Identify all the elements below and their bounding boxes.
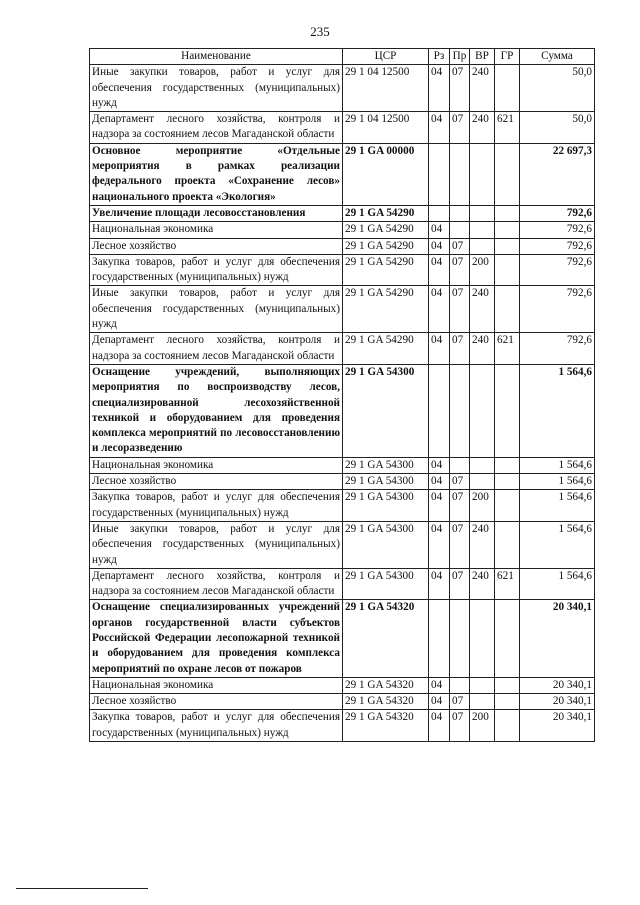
cell-gr: 621	[495, 333, 520, 365]
cell-name: Национальная экономика	[90, 457, 343, 473]
cell-vr	[470, 222, 495, 238]
cell-name: Иные закупки товаров, работ и услуг для обеспечения государственных (муниципальных) нужд	[90, 286, 343, 333]
cell-rz: 04	[429, 710, 450, 742]
table-row	[90, 205, 595, 221]
cell-sum: 50,0	[520, 65, 595, 112]
cell-code: 29 1 GA 54290	[343, 333, 429, 365]
cell-code: 29 1 GA 54290	[343, 205, 429, 221]
column-header-rz: Рз	[429, 49, 450, 65]
cell-sum: 792,6	[520, 222, 595, 238]
table-row	[90, 694, 595, 710]
table-row	[90, 677, 595, 693]
cell-rz: 04	[429, 333, 450, 365]
cell-name: Закупка товаров, работ и услуг для обеспечения государственных (муниципальных) нужд	[90, 710, 343, 742]
cell-rz: 04	[429, 457, 450, 473]
cell-gr	[495, 457, 520, 473]
cell-sum: 1 564,6	[520, 568, 595, 600]
cell-vr	[470, 364, 495, 457]
budget-table	[89, 48, 595, 742]
cell-gr	[495, 710, 520, 742]
cell-pr: 07	[450, 254, 470, 286]
table-row	[90, 600, 595, 677]
cell-sum: 792,6	[520, 254, 595, 286]
table-row	[90, 474, 595, 490]
cell-rz: 04	[429, 112, 450, 144]
cell-vr: 240	[470, 568, 495, 600]
cell-gr	[495, 205, 520, 221]
cell-sum: 50,0	[520, 112, 595, 144]
column-header-gr: ГР	[495, 49, 520, 65]
table-row	[90, 457, 595, 473]
cell-pr: 07	[450, 568, 470, 600]
column-header-pr: Пр	[450, 49, 470, 65]
cell-gr	[495, 286, 520, 333]
cell-name: Департамент лесного хозяйства, контроля и надзора за состоянием лесов Магаданской области	[90, 333, 343, 365]
cell-gr	[495, 143, 520, 205]
cell-vr: 240	[470, 65, 495, 112]
table-row	[90, 364, 595, 457]
cell-rz: 04	[429, 222, 450, 238]
cell-rz: 04	[429, 286, 450, 333]
cell-pr: 07	[450, 694, 470, 710]
table-body	[90, 65, 595, 742]
cell-code: 29 1 GA 54320	[343, 694, 429, 710]
cell-vr: 240	[470, 286, 495, 333]
cell-name: Закупка товаров, работ и услуг для обеспечения государственных (муниципальных) нужд	[90, 490, 343, 522]
cell-pr	[450, 600, 470, 677]
cell-name: Увеличение площади лесовосстановления	[90, 205, 343, 221]
cell-sum: 1 564,6	[520, 521, 595, 568]
footnote-divider	[16, 888, 148, 889]
cell-pr: 07	[450, 286, 470, 333]
cell-sum: 1 564,6	[520, 364, 595, 457]
cell-rz: 04	[429, 254, 450, 286]
cell-vr	[470, 474, 495, 490]
cell-code: 29 1 GA 54320	[343, 677, 429, 693]
cell-rz	[429, 143, 450, 205]
cell-code: 29 1 GA 54290	[343, 286, 429, 333]
cell-sum: 20 340,1	[520, 694, 595, 710]
cell-pr: 07	[450, 333, 470, 365]
cell-pr: 07	[450, 112, 470, 144]
cell-vr	[470, 205, 495, 221]
cell-pr: 07	[450, 490, 470, 522]
cell-vr: 240	[470, 112, 495, 144]
table-row	[90, 143, 595, 205]
cell-code: 29 1 GA 54300	[343, 568, 429, 600]
cell-sum: 1 564,6	[520, 474, 595, 490]
cell-code: 29 1 GA 54290	[343, 222, 429, 238]
cell-code: 29 1 04 12500	[343, 112, 429, 144]
cell-name: Лесное хозяйство	[90, 474, 343, 490]
cell-pr: 07	[450, 521, 470, 568]
cell-rz	[429, 600, 450, 677]
column-header-sum: Сумма	[520, 49, 595, 65]
cell-gr	[495, 222, 520, 238]
cell-name: Национальная экономика	[90, 222, 343, 238]
cell-vr	[470, 600, 495, 677]
cell-sum: 1 564,6	[520, 457, 595, 473]
cell-rz: 04	[429, 474, 450, 490]
cell-rz: 04	[429, 677, 450, 693]
table-row	[90, 490, 595, 522]
cell-gr	[495, 490, 520, 522]
cell-gr: 621	[495, 568, 520, 600]
cell-code: 29 1 GA 54300	[343, 521, 429, 568]
cell-gr	[495, 694, 520, 710]
cell-sum: 792,6	[520, 238, 595, 254]
table-row	[90, 333, 595, 365]
cell-sum: 1 564,6	[520, 490, 595, 522]
cell-name: Иные закупки товаров, работ и услуг для обеспечения государственных (муниципальных) нужд	[90, 65, 343, 112]
cell-sum: 20 340,1	[520, 710, 595, 742]
cell-name: Лесное хозяйство	[90, 238, 343, 254]
cell-vr	[470, 677, 495, 693]
cell-rz: 04	[429, 65, 450, 112]
cell-pr: 07	[450, 474, 470, 490]
cell-vr	[470, 143, 495, 205]
table-row	[90, 286, 595, 333]
cell-gr: 621	[495, 112, 520, 144]
cell-gr	[495, 600, 520, 677]
cell-sum: 792,6	[520, 286, 595, 333]
cell-sum: 792,6	[520, 333, 595, 365]
cell-gr	[495, 238, 520, 254]
cell-vr: 200	[470, 490, 495, 522]
cell-name: Оснащение учреждений, выполняющих мероприятия по воспроизводству лесов, специализированной лесохозяйственной техникой и оборудованием для проведения комплекса мероприятий по лесовосстановлению и лесоразведению	[90, 364, 343, 457]
cell-pr: 07	[450, 238, 470, 254]
cell-gr	[495, 474, 520, 490]
cell-code: 29 1 GA 54300	[343, 364, 429, 457]
cell-name: Иные закупки товаров, работ и услуг для обеспечения государственных (муниципальных) нужд	[90, 521, 343, 568]
cell-vr: 200	[470, 254, 495, 286]
column-header-name: Наименование	[90, 49, 343, 65]
cell-sum: 20 340,1	[520, 677, 595, 693]
cell-name: Основное мероприятие «Отдельные мероприятия в рамках реализации федерального проекта «Сохранение лесов» национального проекта «Экология»	[90, 143, 343, 205]
column-header-code: ЦСР	[343, 49, 429, 65]
cell-vr: 240	[470, 333, 495, 365]
cell-pr: 07	[450, 65, 470, 112]
cell-pr	[450, 222, 470, 238]
cell-code: 29 1 GA 54320	[343, 710, 429, 742]
cell-code: 29 1 GA 54300	[343, 474, 429, 490]
cell-name: Оснащение специализированных учреждений органов государственной власти субъектов Российской Федерации лесопожарной техникой и оборудованием для проведения комплекса мероприятий по охране лесов от пожаров	[90, 600, 343, 677]
cell-rz: 04	[429, 521, 450, 568]
cell-rz	[429, 205, 450, 221]
cell-rz: 04	[429, 694, 450, 710]
table-row	[90, 222, 595, 238]
header-row	[90, 49, 595, 65]
table-row	[90, 238, 595, 254]
table-row	[90, 65, 595, 112]
cell-code: 29 1 GA 54320	[343, 600, 429, 677]
cell-pr: 07	[450, 710, 470, 742]
cell-gr	[495, 677, 520, 693]
cell-vr	[470, 238, 495, 254]
table-row	[90, 112, 595, 144]
cell-code: 29 1 GA 54290	[343, 254, 429, 286]
cell-gr	[495, 521, 520, 568]
cell-vr	[470, 694, 495, 710]
table-row	[90, 254, 595, 286]
cell-vr	[470, 457, 495, 473]
table-row	[90, 521, 595, 568]
cell-name: Департамент лесного хозяйства, контроля и надзора за состоянием лесов Магаданской области	[90, 112, 343, 144]
cell-gr	[495, 65, 520, 112]
cell-code: 29 1 GA 54290	[343, 238, 429, 254]
cell-code: 29 1 GA 54300	[343, 490, 429, 522]
cell-name: Национальная экономика	[90, 677, 343, 693]
cell-code: 29 1 GA 54300	[343, 457, 429, 473]
cell-pr	[450, 457, 470, 473]
cell-gr	[495, 364, 520, 457]
cell-pr	[450, 364, 470, 457]
page-number: 235	[310, 24, 330, 39]
cell-sum: 20 340,1	[520, 600, 595, 677]
column-header-vr: ВР	[470, 49, 495, 65]
cell-rz: 04	[429, 238, 450, 254]
cell-rz: 04	[429, 568, 450, 600]
cell-sum: 22 697,3	[520, 143, 595, 205]
cell-pr	[450, 143, 470, 205]
cell-code: 29 1 GA 00000	[343, 143, 429, 205]
cell-gr	[495, 254, 520, 286]
cell-pr	[450, 205, 470, 221]
cell-vr: 200	[470, 710, 495, 742]
cell-sum: 792,6	[520, 205, 595, 221]
cell-vr: 240	[470, 521, 495, 568]
cell-code: 29 1 04 12500	[343, 65, 429, 112]
cell-rz	[429, 364, 450, 457]
cell-name: Закупка товаров, работ и услуг для обеспечения государственных (муниципальных) нужд	[90, 254, 343, 286]
table-row	[90, 568, 595, 600]
cell-pr	[450, 677, 470, 693]
cell-name: Департамент лесного хозяйства, контроля и надзора за состоянием лесов Магаданской области	[90, 568, 343, 600]
cell-name: Лесное хозяйство	[90, 694, 343, 710]
cell-rz: 04	[429, 490, 450, 522]
table-row	[90, 710, 595, 742]
